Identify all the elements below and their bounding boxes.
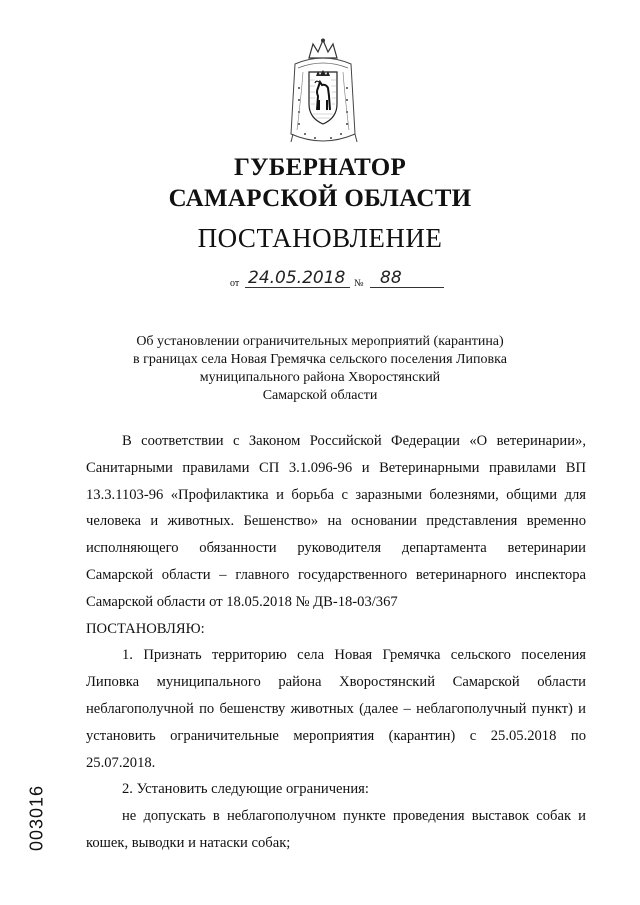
side-stamp-number	[22, 773, 52, 863]
governor-title-line1: ГУБЕРНАТОР	[233, 154, 407, 181]
item-2-sub-paragraph: не допускать в неблагополучном пункте проведения выставок собак и кошек, выводки и натаски собак;	[86, 808, 586, 851]
subject-line: Самарской области	[262, 388, 378, 403]
coat-of-arms-icon	[285, 38, 361, 150]
preamble-paragraph: В соответствии с Законом Российской Федерации «О ветеринарии», Санитарными правилами СП 3.1.096-96 и Ветеринарными правилами ВП 13.3.1103-96 «Профилактика и борьба с заразными болезнями, общими для человека и животных. Бешенство» на основании представления временно исполняющего обязанности руководителя департамента ветеринарии Самарской области – главного государственного ветеринарного инспектора Самарской области от 18.05.2018 № ДВ-18-03/367	[86, 433, 586, 610]
decree-subject	[60, 333, 580, 405]
date-number-line	[230, 268, 445, 292]
side-stamp-text: 003016	[26, 784, 47, 852]
governor-title-line2: САМАРСКОЙ ОБЛАСТИ	[168, 185, 472, 212]
number-underline	[370, 287, 444, 288]
subject-line: Об установлении ограничительных мероприятий (карантина)	[136, 334, 504, 349]
date-underline	[245, 287, 350, 288]
subject-line: в границах села Новая Гремячка сельского поселения Липовка	[133, 352, 507, 367]
governor-title	[0, 152, 640, 214]
document-type: ПОСТАНОВЛЕНИЕ	[197, 223, 443, 253]
decree-body	[86, 428, 586, 857]
decree-word: ПОСТАНОВЛЯЮ:	[86, 620, 205, 637]
date-value: 24.05.2018	[248, 268, 346, 288]
item-1-paragraph: 1. Признать территорию села Новая Гремячка сельского поселения Липовка муниципального района Хворостянский Самарской области неблагополучной по бешенству животных (далее – неблагополучный пункт) и установить ограничительные мероприятия (карантин) с 25.05.2018 по 25.07.2018.	[86, 647, 586, 771]
item-2-paragraph: 2. Установить следующие ограничения:	[122, 781, 369, 798]
number-value: 88	[380, 268, 402, 288]
date-prefix: от	[230, 278, 240, 289]
subject-line: муниципального района Хворостянский	[199, 370, 441, 385]
number-prefix: №	[354, 278, 364, 289]
